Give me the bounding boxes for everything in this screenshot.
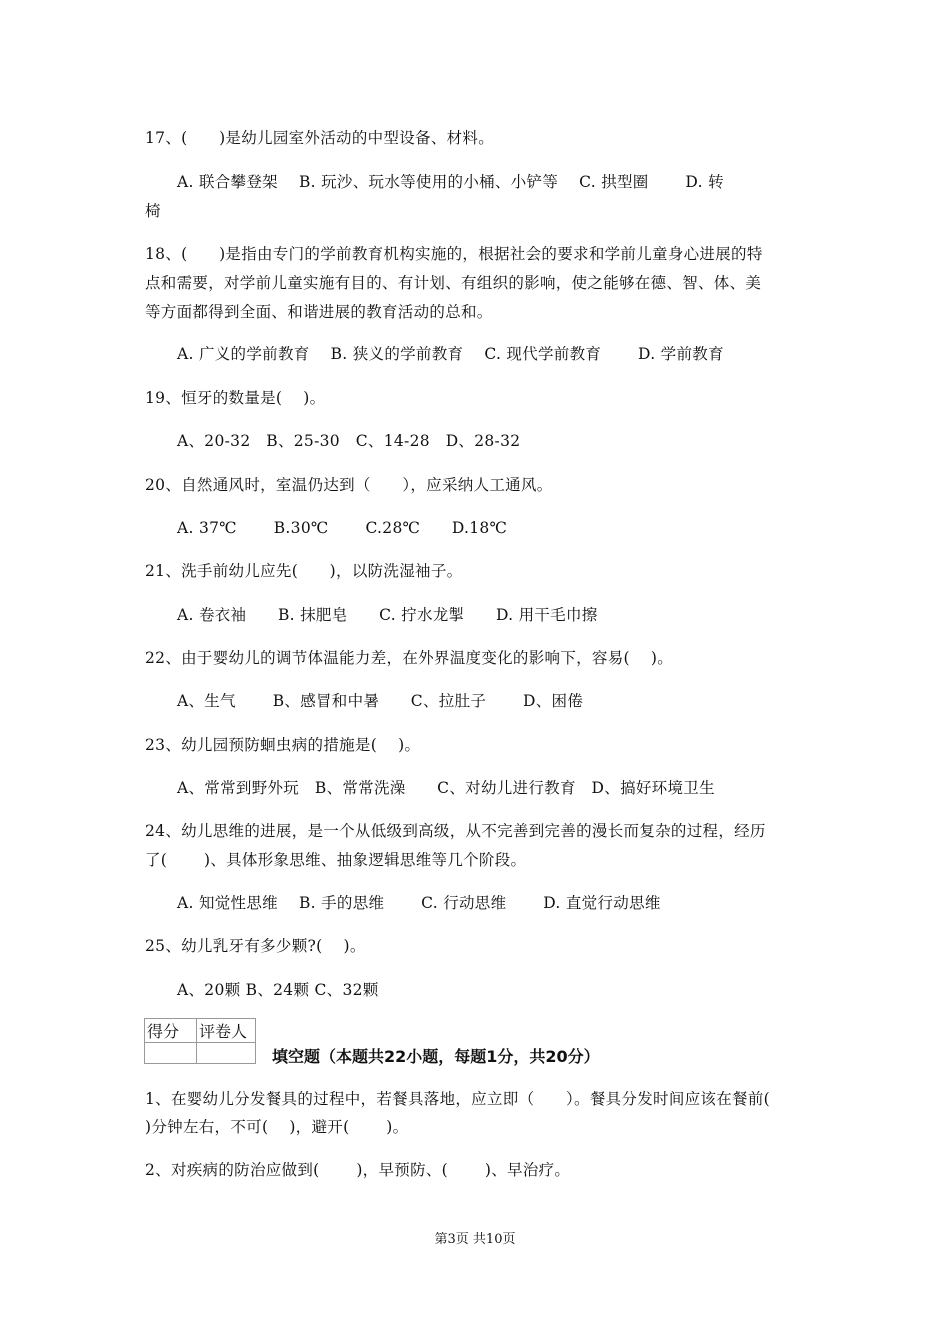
question-options: A、20颗 B、24颗 C、32颗 bbox=[177, 981, 379, 999]
question-options: A. 知觉性思维 B. 手的思维 C. 行动思维 D. 直觉行动思维 bbox=[177, 894, 661, 912]
question-options: A、20-32 B、25-30 C、14-28 D、28-32 bbox=[177, 432, 521, 450]
question-options-cont: 椅 bbox=[145, 202, 161, 220]
question-text: 2、对疾病的防治应做到( )，早预防、( )、早治疗。 bbox=[145, 1161, 571, 1179]
question-options: A、生气 B、感冒和中暑 C、拉肚子 D、困倦 bbox=[177, 692, 584, 710]
question-text: 22、由于婴幼儿的调节体温能力差，在外界温度变化的影响下，容易( )。 bbox=[145, 649, 674, 667]
grader-cell[interactable] bbox=[197, 1043, 256, 1064]
page-footer: 第3页 共10页 bbox=[434, 1232, 516, 1247]
question-text: 1、在婴幼儿分发餐具的过程中，若餐具落地，应立即（ ）。餐具分发时间应该在餐前( bbox=[145, 1090, 770, 1108]
score-cell[interactable] bbox=[145, 1043, 197, 1064]
score-box bbox=[144, 1018, 256, 1064]
question-options: A. 联合攀登架 B. 玩沙、玩水等使用的小桶、小铲等 C. 拱型圈 D. 转 bbox=[177, 173, 724, 191]
question-text-cont: 了( )、具体形象思维、抽象逻辑思维等几个阶段。 bbox=[145, 851, 527, 869]
score-label: 得分 bbox=[145, 1019, 197, 1043]
question-text: 24、幼儿思维的进展，是一个从低级到高级，从不完善到完善的漫长而复杂的过程，经历 bbox=[145, 822, 766, 840]
question-text: 21、洗手前幼儿应先( )，以防洗湿袖子。 bbox=[145, 562, 463, 580]
question-text-cont: 点和需要，对学前儿童实施有目的、有计划、有组织的影响，使之能够在德、智、体、美 bbox=[145, 274, 762, 292]
question-text: 25、幼儿乳牙有多少颗?( )。 bbox=[145, 937, 366, 955]
question-text: 18、( )是指由专门的学前教育机构实施的，根据社会的要求和学前儿童身心进展的特 bbox=[145, 245, 763, 263]
question-text: 19、恒牙的数量是( )。 bbox=[145, 389, 326, 407]
section-title: 填空题（本题共22小题，每题1分，共20分） bbox=[272, 1047, 600, 1066]
grader-label: 评卷人 bbox=[197, 1019, 256, 1043]
question-text: 17、( )是幼儿园室外活动的中型设备、材料。 bbox=[145, 129, 495, 147]
question-options: A. 37℃ B.30℃ C.28℃ D.18℃ bbox=[177, 519, 508, 537]
question-options: A. 卷衣袖 B. 抹肥皂 C. 拧水龙掣 D. 用干毛巾擦 bbox=[177, 606, 598, 624]
question-options: A. 广义的学前教育 B. 狭义的学前教育 C. 现代学前教育 D. 学前教育 bbox=[177, 345, 724, 363]
question-text-cont: )分钟左右，不可( )，避开( )。 bbox=[145, 1118, 409, 1136]
question-text: 20、自然通风时，室温仍达到（ ），应采纳人工通风。 bbox=[145, 476, 553, 494]
question-text: 23、幼儿园预防蛔虫病的措施是( )。 bbox=[145, 736, 421, 754]
question-text-cont: 等方面都得到全面、和谐进展的教育活动的总和。 bbox=[145, 303, 493, 321]
question-options: A、常常到野外玩 B、常常洗澡 C、对幼儿进行教育 D、搞好环境卫生 bbox=[177, 779, 715, 797]
